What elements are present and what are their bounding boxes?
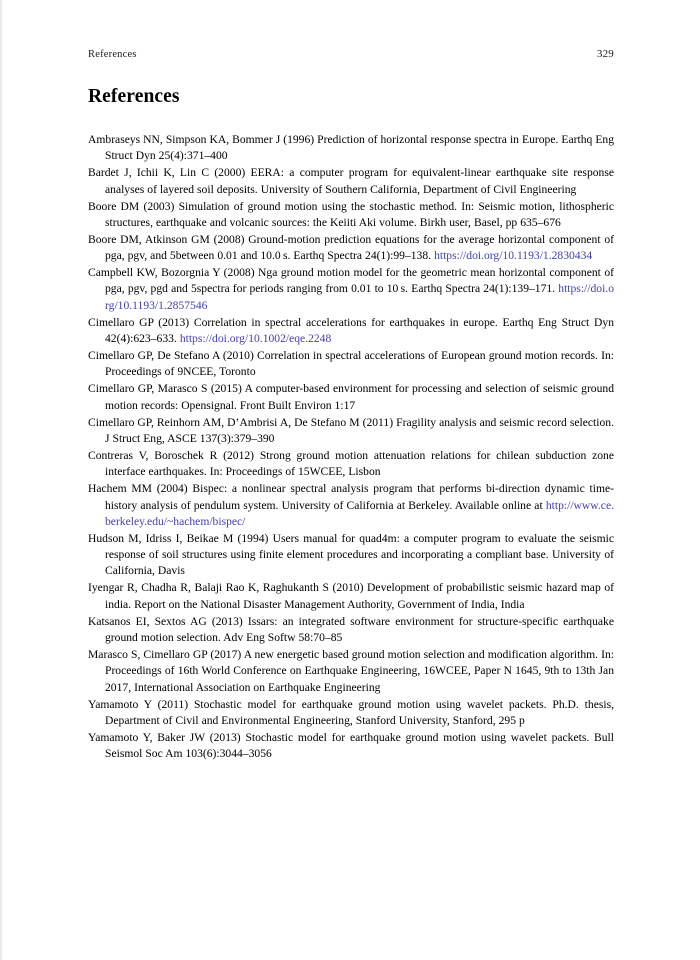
reference-text: Yamamoto Y, Baker JW (2013) Stochastic model for earthquake ground motion using wavelet packets. Bull Seismol Soc Am 103(6):3044–3056 [88,730,614,761]
reference-text: Cimellaro GP, De Stefano A (2010) Correlation in spectral accelerations of European ground motion records. In: Proceedings of 9NCEE, Toronto [88,349,614,379]
reference-entry [88,531,614,580]
reference-text: Iyengar R, Chadha R, Balaji Rao K, Raghukanth S (2010) Development of probabilistic seismic hazard map of india. Report on the National Disaster Management Authority, Government of India, India [88,581,614,611]
reference-text: Campbell KW, Bozorgnia Y (2008) Nga ground motion model for the geometric mean horizontal component of pga, pgv, pgd and 5spectra for periods ranging from 0.01 to 10 s. Earthq Spectra 24(1):139–171. [88,266,614,296]
reference-text: Cimellaro GP, Marasco S (2015) A computer-based environment for processing and selection of seismic ground motion records: Opensignal. Front Built Environ 1:17 [88,382,614,412]
reference-text: Katsanos EI, Sextos AG (2013) Issars: an integrated software environment for structure-specific earthquake ground motion selection. Adv Eng Softw 58:70–85 [88,614,614,645]
reference-link[interactable]: https://doi.org/10.1193/1.2830434 [434,249,593,263]
reference-text: Hudson M, Idriss I, Beikae M (1994) Users manual for quad4m: a computer program to evaluate the seismic response of soil structures using finite element procedures and incorporating a compliant base. University of California, Davis [88,531,614,578]
reference-list [88,132,614,763]
page-number: 329 [596,48,614,60]
page-title: References [88,86,180,107]
reference-text: Ambraseys NN, Simpson KA, Bommer J (1996) Prediction of horizontal response spectra in Europe. Earthq Eng Struct Dyn 25(4):371–400 [88,133,614,163]
reference-text: Yamamoto Y (2011) Stochastic model for earthquake ground motion using wavelet packets. Ph.D. thesis, Department of Civil and Environmental Engineering, Stanford University, Stanford, 295 p [88,697,614,727]
reference-entry [88,614,614,647]
reference-entry [88,448,614,481]
reference-entry [88,730,614,763]
reference-entry [88,580,614,613]
reference-entry [88,315,614,348]
reference-text: Cimellaro GP (2013) Correlation in spectral accelerations for earthquakes in europe. Earthq Eng Struct Dyn 42(4):623–633. [88,315,614,346]
reference-text: Bardet J, Ichii K, Lin C (2000) EERA: a computer program for equivalent-linear earthquake site response analyses of layered soil deposits. University of Southern California, Department of Civil Engineering [88,166,614,196]
reference-text: Marasco S, Cimellaro GP (2017) A new energetic based ground motion selection and modification algorithm. In: Proceedings of 16th World Conference on Earthquake Engineering, 16WCEE, Paper N 1645, 9th to 13th Jan 2017, International Association on Earthquake Engineering [88,647,614,694]
reference-entry [88,415,614,448]
page-content [88,48,614,763]
reference-entry [88,348,614,381]
reference-text: Cimellaro GP, Reinhorn AM, D’Ambrisi A, De Stefano M (2011) Fragility analysis and seismic record selection. J Struct Eng, ASCE 137(3):379–390 [88,415,614,445]
running-header-title: References [88,49,137,60]
reference-entry [88,647,614,696]
reference-entry [88,381,614,414]
reference-entry [88,199,614,232]
reference-link[interactable]: https://doi.org/10.1002/eqe.2248 [179,332,332,346]
reference-text: Contreras V, Boroschek R (2012) Strong ground motion attenuation relations for chilean subduction zone interface earthquakes. In: Proceedings of 15WCEE, Lisbon [88,448,614,479]
reference-text: Boore DM, Atkinson GM (2008) Ground-motion prediction equations for the average horizontal component of pga, pgv, and 5between 0.01 and 10.0 s. Earthq Spectra 24(1):99–138. [88,232,614,263]
reference-entry [88,132,614,165]
reference-link[interactable]: https://doi.org/10.1193/1.2857546 [105,282,614,312]
reference-entry [88,265,614,314]
reference-entry [88,232,614,265]
reference-text: Hachem MM (2004) Bispec: a nonlinear spectral analysis program that performs bi-direction dynamic time-history analysis of pendulum system. University of California at Berkeley. Available online at [88,482,614,512]
running-header [88,48,614,60]
reference-entry [88,481,614,530]
reference-entry [88,165,614,198]
page-edge-shading [0,0,3,960]
reference-link[interactable]: http://www.ce.berkeley.edu/~hachem/bispec/ [105,498,614,528]
reference-text: Boore DM (2003) Simulation of ground motion using the stochastic method. In: Seismic motion, lithospheric structures, earthquake and volcanic sources: the Keiiti Aki volume. Birkh user, Basel, pp 635–676 [88,199,614,229]
reference-entry [88,697,614,730]
